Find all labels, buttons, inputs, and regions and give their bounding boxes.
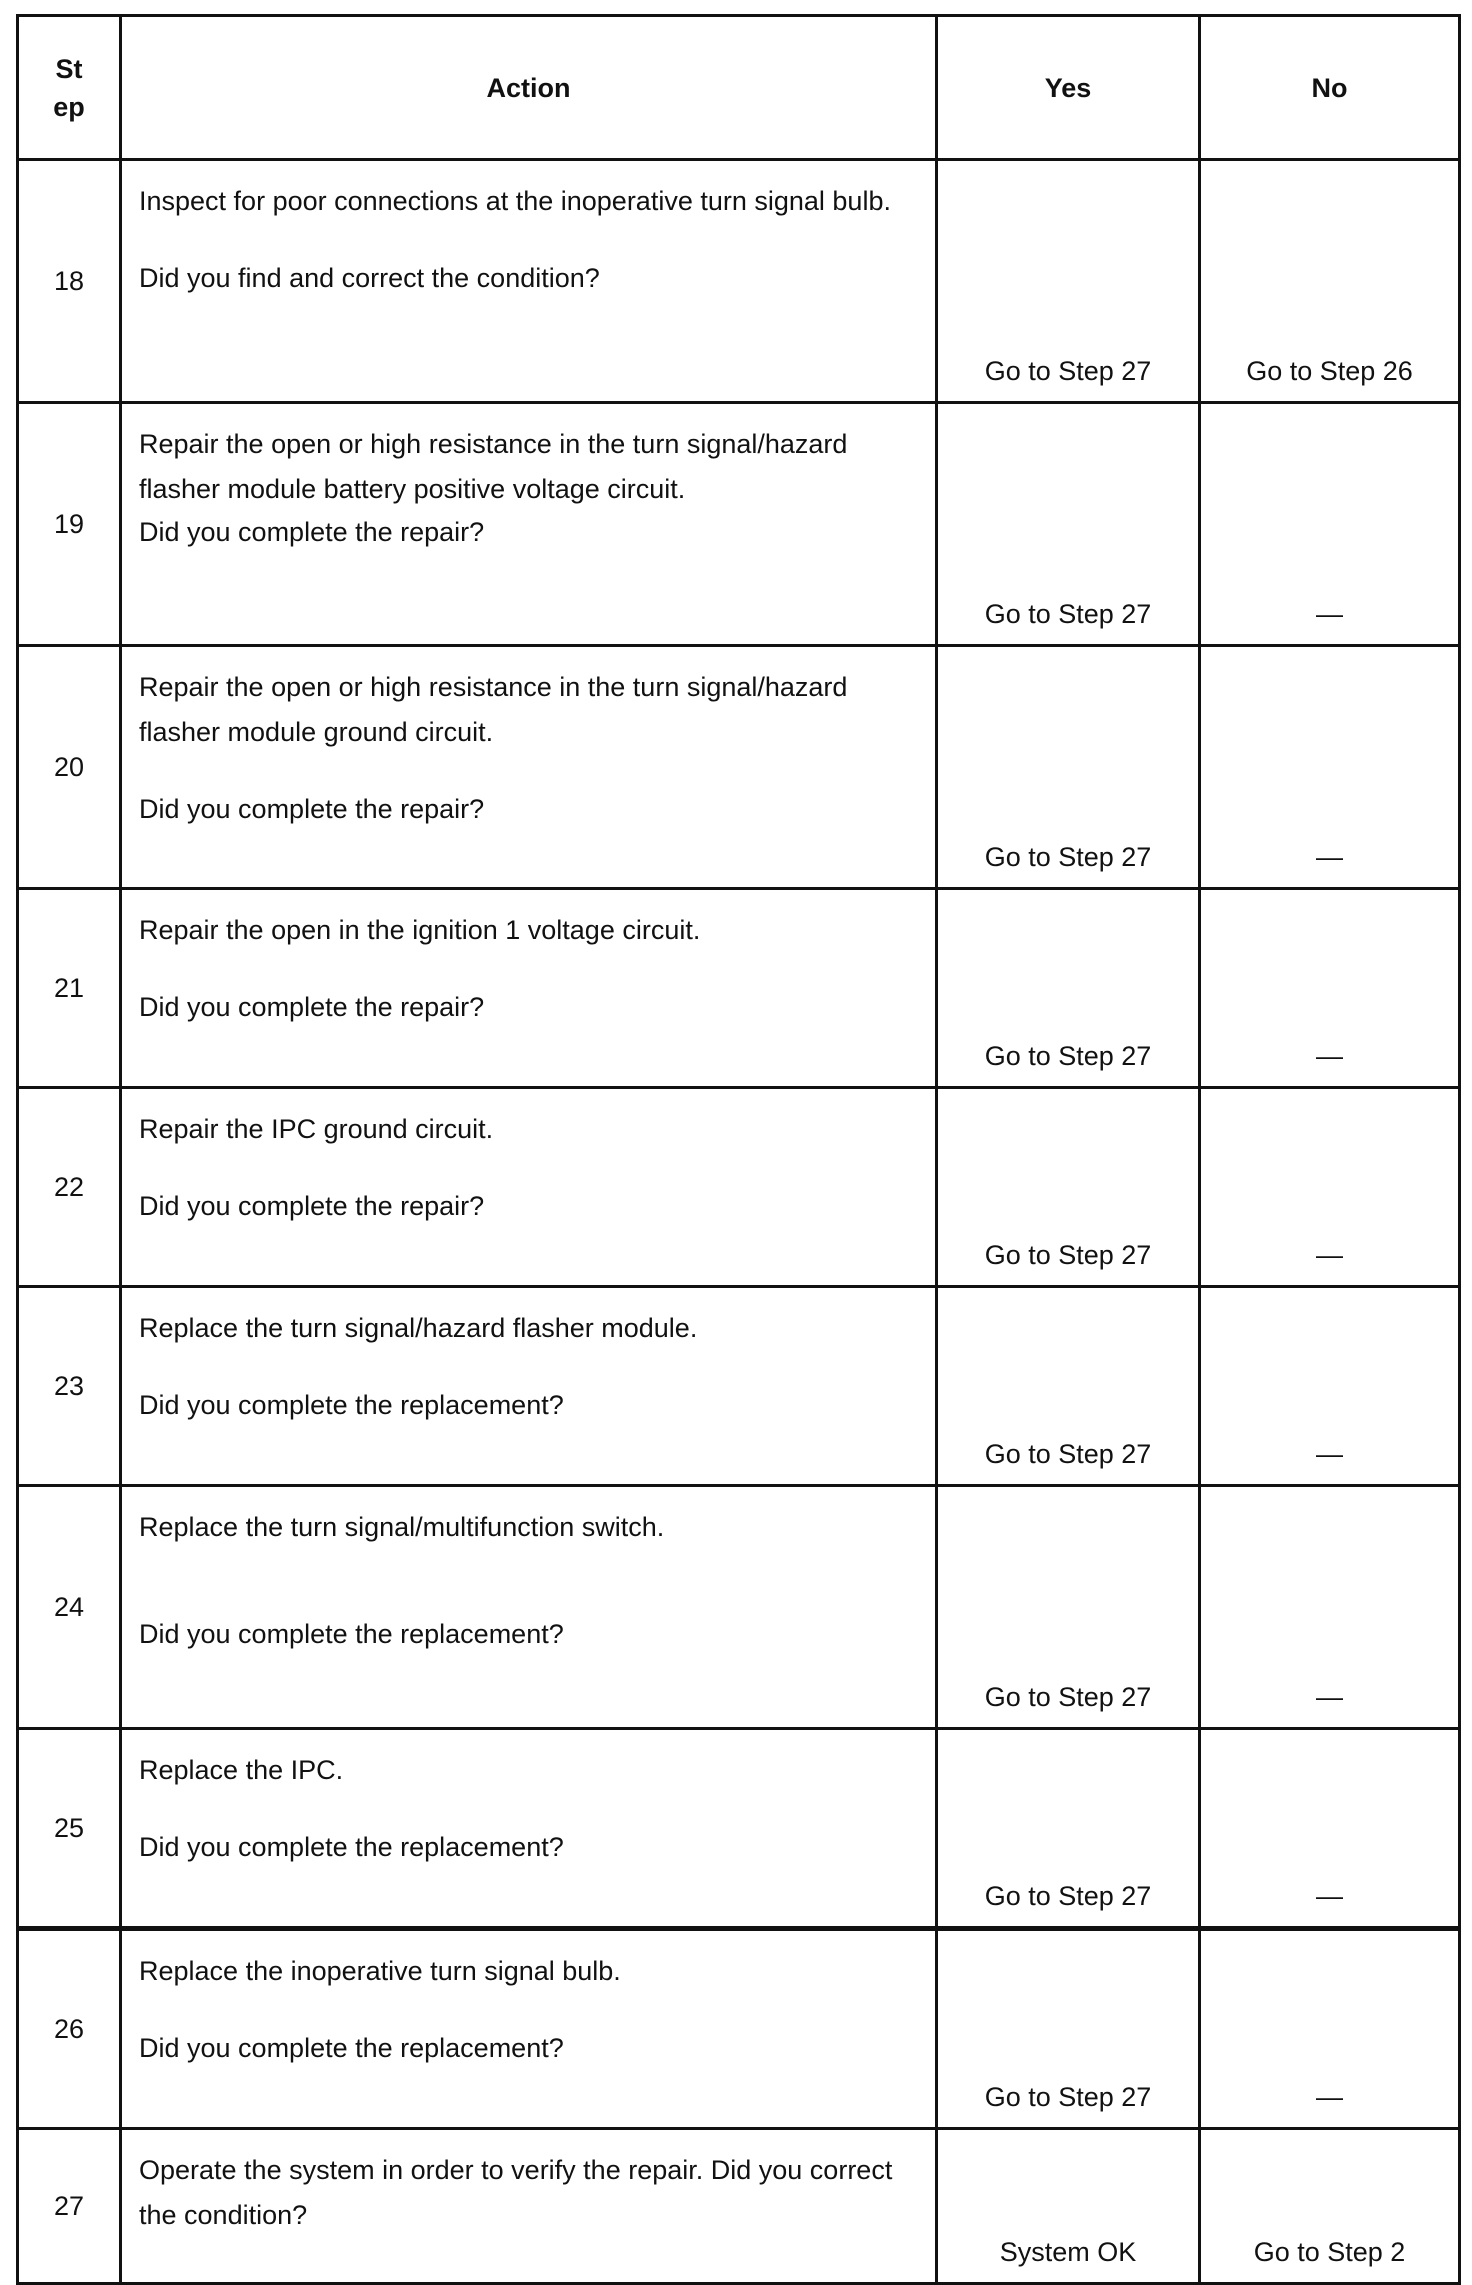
yes-result: Go to Step 27 xyxy=(937,1729,1200,1929)
step-number: 18 xyxy=(18,160,121,403)
step-number: 24 xyxy=(18,1486,121,1729)
action-text: Operate the system in order to verify the repair. Did you correct the condition? xyxy=(139,2155,893,2230)
action-text: Replace the IPC. xyxy=(139,1755,344,1785)
step-number: 21 xyxy=(18,889,121,1088)
step-number: 20 xyxy=(18,646,121,889)
action-question: Did you complete the replacement? xyxy=(139,1832,564,1862)
action-text: Repair the IPC ground circuit. xyxy=(139,1114,494,1144)
action-question: Did you complete the replacement? xyxy=(139,1390,564,1420)
action-cell xyxy=(121,646,937,889)
action-question: Did you find and correct the condition? xyxy=(139,263,600,293)
yes-result: System OK xyxy=(937,2129,1200,2284)
table-row xyxy=(18,1929,1460,2129)
table-row xyxy=(18,1088,1460,1287)
action-text: Repair the open in the ignition 1 voltage circuit. xyxy=(139,915,701,945)
action-cell xyxy=(121,889,937,1088)
diagnostic-steps-table xyxy=(16,14,1461,2285)
no-result: Go to Step 26 xyxy=(1200,160,1460,403)
action-question: Did you complete the repair? xyxy=(139,517,485,547)
header-yes: Yes xyxy=(937,16,1200,160)
action-question: Did you complete the repair? xyxy=(139,992,485,1022)
action-cell xyxy=(121,1729,937,1929)
table-row xyxy=(18,646,1460,889)
no-result: — xyxy=(1200,1729,1460,1929)
no-result: — xyxy=(1200,1929,1460,2129)
step-number: 27 xyxy=(18,2129,121,2284)
no-result: — xyxy=(1200,646,1460,889)
header-action: Action xyxy=(121,16,937,160)
action-question: Did you complete the repair? xyxy=(139,794,485,824)
action-cell xyxy=(121,403,937,646)
no-result: — xyxy=(1200,1287,1460,1486)
step-number: 23 xyxy=(18,1287,121,1486)
yes-result: Go to Step 27 xyxy=(937,403,1200,646)
action-cell xyxy=(121,1486,937,1729)
no-result: — xyxy=(1200,889,1460,1088)
no-result: — xyxy=(1200,1088,1460,1287)
action-text: Inspect for poor connections at the inoperative turn signal bulb. xyxy=(139,186,891,216)
yes-result: Go to Step 27 xyxy=(937,1486,1200,1729)
yes-result: Go to Step 27 xyxy=(937,646,1200,889)
step-number: 19 xyxy=(18,403,121,646)
table-row xyxy=(18,1729,1460,1929)
yes-result: Go to Step 27 xyxy=(937,889,1200,1088)
action-cell xyxy=(121,1929,937,2129)
step-number: 26 xyxy=(18,1929,121,2129)
header-step: St ep xyxy=(18,16,121,160)
action-text: Repair the open or high resistance in the turn signal/hazard flasher module battery positive voltage circuit. xyxy=(139,429,848,504)
action-cell xyxy=(121,1287,937,1486)
action-text: Replace the inoperative turn signal bulb. xyxy=(139,1956,621,1986)
action-text: Repair the open or high resistance in the turn signal/hazard flasher module ground circuit. xyxy=(139,672,848,747)
table-row xyxy=(18,1486,1460,1729)
yes-result: Go to Step 27 xyxy=(937,1088,1200,1287)
action-text: Replace the turn signal/hazard flasher module. xyxy=(139,1313,698,1343)
action-cell xyxy=(121,2129,937,2284)
yes-result: Go to Step 27 xyxy=(937,1929,1200,2129)
step-number: 25 xyxy=(18,1729,121,1929)
action-text: Replace the turn signal/multifunction switch. xyxy=(139,1512,665,1542)
action-cell xyxy=(121,160,937,403)
no-result: — xyxy=(1200,1486,1460,1729)
table-row xyxy=(18,403,1460,646)
table-header-row xyxy=(18,16,1460,160)
table-row xyxy=(18,889,1460,1088)
header-no: No xyxy=(1200,16,1460,160)
yes-result: Go to Step 27 xyxy=(937,1287,1200,1486)
action-question: Did you complete the repair? xyxy=(139,1191,485,1221)
no-result: — xyxy=(1200,403,1460,646)
no-result: Go to Step 2 xyxy=(1200,2129,1460,2284)
action-question: Did you complete the replacement? xyxy=(139,1619,564,1649)
table-row xyxy=(18,1287,1460,1486)
yes-result: Go to Step 27 xyxy=(937,160,1200,403)
action-question: Did you complete the replacement? xyxy=(139,2033,564,2063)
table-row xyxy=(18,2129,1460,2284)
action-cell xyxy=(121,1088,937,1287)
step-number: 22 xyxy=(18,1088,121,1287)
table-row xyxy=(18,160,1460,403)
